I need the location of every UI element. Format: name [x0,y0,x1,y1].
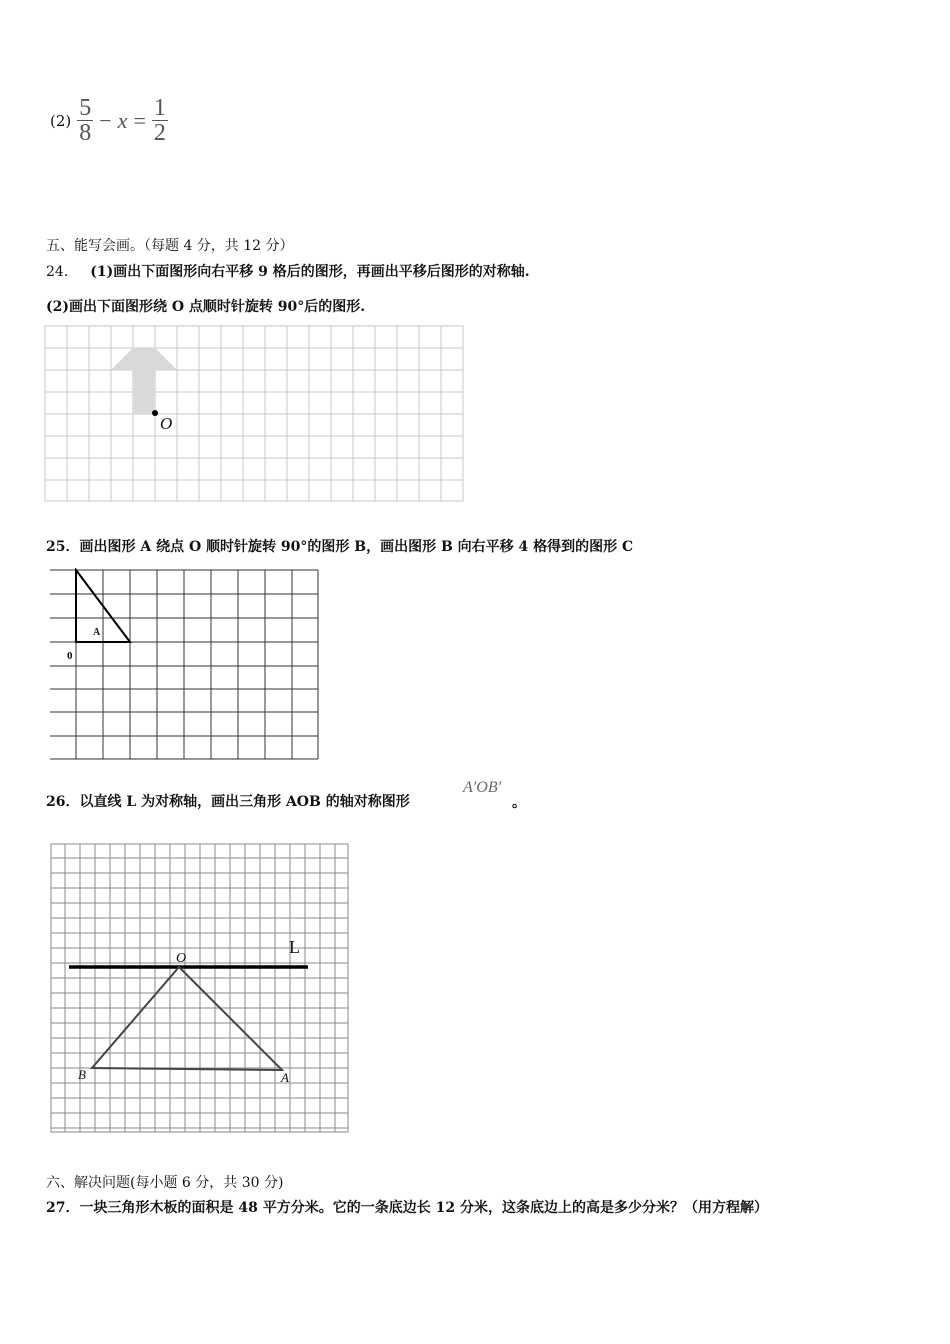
grid-q25 [48,568,323,763]
section-6-title: 六、解决问题(每小题 6 分，共 30 分) [46,1175,284,1191]
grid-lines [45,326,463,501]
grid-lines [50,570,318,759]
grid-q24 [44,325,466,503]
equation-label: (2) [50,111,72,130]
question-24 [46,263,530,281]
origin-label: 0 [67,650,73,662]
minus-sign: − [99,107,112,133]
fraction-numerator: 5 [79,95,92,121]
question-26 [46,793,410,811]
label-a: A [281,1070,289,1085]
equation-2 [50,96,168,145]
fraction-denominator: 2 [153,120,166,146]
question-24-part2: (2)画出下面图形绕 O 点顺时针旋转 90°后的图形. [46,299,366,315]
question-25: 25．画出图形 A 绕点 O 顺时针旋转 90°的图形 B，画出图形 B 向右平移 4 格得到的图形 C [46,539,634,555]
variable-x: x [117,107,128,133]
question-27: 27．一块三角形木板的面积是 48 平方分米。它的一条底边长 12 分米，这条底边上的高是多少分米？（用方程解） [46,1200,768,1216]
label-l: L [289,937,300,957]
grid-q26 [45,840,353,1138]
point-o-label: O [160,414,173,433]
notation-a-prime-o-b-prime: A′OB′ [463,779,502,796]
triangle-aob [92,967,282,1070]
question-26-end: 。 [512,795,526,811]
equals-sign: = [133,107,146,133]
label-b: B [78,1067,86,1082]
fraction-numerator: 1 [153,95,166,121]
question-24-part1: (1)画出下面图形向右平移 9 格后的图形，再画出平移后图形的对称轴. [90,264,530,280]
fraction-five-eighths [77,96,93,145]
label-o: O [176,951,187,966]
question-26-text: 26．以直线 L 为对称轴，画出三角形 AOB 的轴对称图形 [46,794,410,810]
fraction-denominator: 8 [79,120,92,146]
fraction-one-half [152,96,168,145]
point-o [152,410,158,416]
arrow-shape [111,348,177,414]
triangle-a-label: A [93,627,101,638]
section-5-title: 五、能写会画。（每题 4 分，共 12 分） [46,238,294,254]
question-number: 24． [46,264,78,280]
